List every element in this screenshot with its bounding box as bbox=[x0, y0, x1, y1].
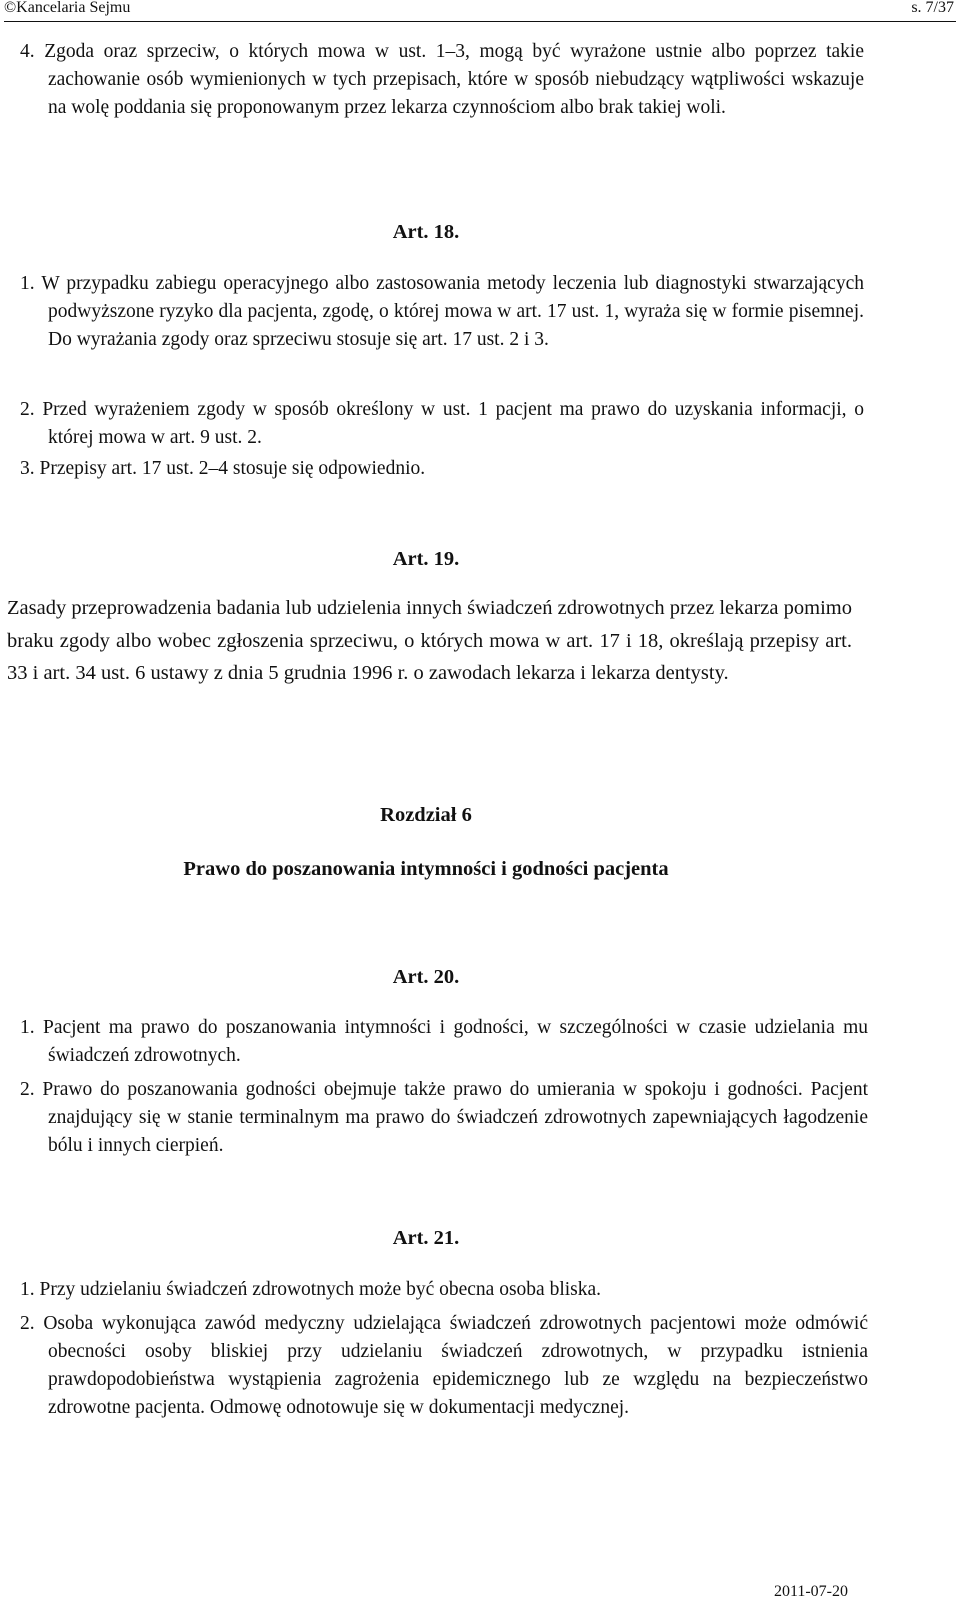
header-divider bbox=[4, 21, 956, 22]
paragraph-art17-4: 4. Zgoda oraz sprzeciw, o których mowa w ust. 1–3, mogą być wyrażone ustnie albo poprzez takie zachowanie osób wymienionych w tych przepisach, które w sposób niebudzący wątpliwości wskazuje na wolę poddania się proponowanym przez lekarza czynnościom albo brak takiej woli. bbox=[20, 41, 864, 118]
paragraph-art21-2: 2. Osoba wykonująca zawód medyczny udzielająca świadczeń zdrowotnych pacjentowi może odmówić obecności osoby bliskiej przy udzielaniu świadczeń zdrowotnych, w przypadku istnienia prawdopodobieństwa wystąpienia zagrożenia epidemicznego lub ze względu na bezpieczeństwo zdrowotne pacjenta. Odmowę odnotowuje się w dokumentacji medycznej. bbox=[20, 1313, 868, 1418]
paragraph-art18-2: 2. Przed wyrażeniem zgody w sposób określony w ust. 1 pacjent ma prawo do uzyskania informacji, o której mowa w art. 9 ust. 2. bbox=[20, 399, 864, 448]
paragraph-art19: Zasady przeprowadzenia badania lub udzielenia innych świadczeń zdrowotnych przez lekarza pomimo braku zgody albo wobec zgłoszenia sprzeciwu, o których mowa w art. 17 i 18, określają przepisy art. 33 i art. 34 ust. 6 ustawy z dnia 5 grudnia 1996 r. o zawodach lekarza i lekarza dentysty. bbox=[7, 597, 852, 684]
page-number: s. 7/37 bbox=[911, 0, 954, 16]
paragraph-art18-1: 1. W przypadku zabiegu operacyjnego albo zastosowania metody leczenia lub diagnostyki stwarzających podwyższone ryzyko dla pacjenta, zgodę, o której mowa w art. 17 ust. 1, wyraża się w formie pisemnej. Do wyrażania zgody oraz sprzeciwu stosuje się art. 17 ust. 2 i 3. bbox=[20, 273, 864, 350]
article-heading-18: Art. 18. bbox=[392, 221, 460, 243]
paragraph-art20-1: 1. Pacjent ma prawo do poszanowania intymności i godności, w szczególności w czasie udzielania mu świadczeń zdrowotnych. bbox=[20, 1017, 868, 1066]
article-heading-19: Art. 19. bbox=[392, 548, 460, 570]
paragraph-art18-3: 3. Przepisy art. 17 ust. 2–4 stosuje się odpowiednio. bbox=[20, 458, 426, 479]
chapter-title: Prawo do poszanowania intymności i godności pacjenta bbox=[183, 858, 669, 880]
paragraph-art20-2: 2. Prawo do poszanowania godności obejmuje także prawo do umierania w spokoju i godności. Pacjent znajdujący się w stanie terminalnym ma prawo do świadczeń zdrowotnych zapewniających łagodzenie bólu i innych cierpień. bbox=[20, 1079, 868, 1156]
page-header bbox=[4, 0, 956, 22]
publication-date: 2011-07-20 bbox=[773, 1583, 848, 1600]
article-heading-20: Art. 20. bbox=[392, 966, 460, 988]
chapter-number: Rozdział 6 bbox=[380, 804, 472, 826]
copyright-notice: ©Kancelaria Sejmu bbox=[4, 0, 131, 16]
paragraph-art21-1: 1. Przy udzielaniu świadczeń zdrowotnych może być obecna osoba bliska. bbox=[20, 1279, 602, 1300]
article-heading-21: Art. 21. bbox=[392, 1227, 460, 1249]
